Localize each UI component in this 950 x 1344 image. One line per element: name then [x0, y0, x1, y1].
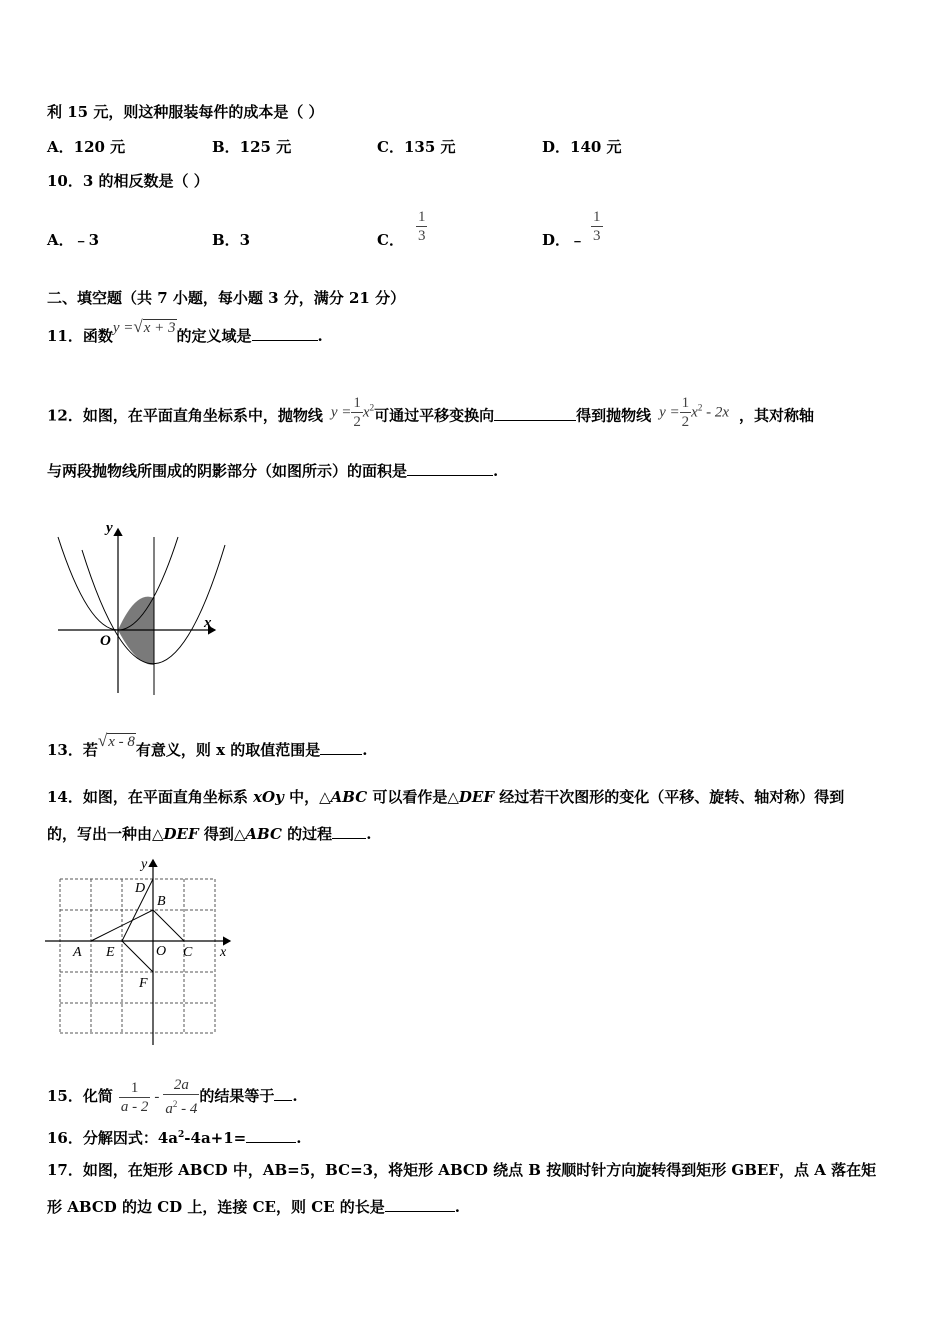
q9-stem-continuation: 利 15 元，则这种服装每件的成本是（ ） [47, 103, 324, 121]
fraction-denominator: a - 2 [120, 1098, 149, 1115]
q12-parabola-graph [50, 515, 230, 700]
q13-prefix: 13．若 [47, 741, 98, 759]
q16-rest: -4a+1= [184, 1129, 247, 1147]
q14-abc-2: ABC [245, 825, 282, 843]
q14-text-c: 可以看作是△ [367, 788, 459, 806]
y-axis-label: y [106, 520, 113, 536]
q15-suffix: 的结果等于 [199, 1087, 275, 1105]
q17-line1: 17．如图，在矩形 ABCD 中，AB=5，BC=3，将矩形 ABCD 绕点 B 按顺时针方向旋转得到矩形 GBEF，点 A 落在矩 [47, 1161, 877, 1179]
q12-mid2: 得到抛物线 [576, 406, 652, 425]
q12-tail-square: 2 [697, 402, 703, 413]
label-y: y [141, 857, 148, 872]
q14-line1 [47, 787, 844, 807]
label-e: E [106, 945, 115, 960]
q12-tail-x: x [691, 404, 698, 421]
q11-prefix: 11．函数 [47, 327, 113, 345]
fraction-numerator: 1 [417, 209, 426, 225]
q16-line [47, 1125, 302, 1148]
label-a: A [73, 945, 82, 960]
q11-line: 11．函数y =√x + 3的定义域是 . [47, 317, 323, 345]
q14-line2-b: 得到△ [198, 825, 246, 843]
label-o: O [156, 944, 167, 959]
q15-fraction-1 [119, 1079, 151, 1116]
fraction-denominator: 2 [353, 414, 361, 430]
q11-formula-y: y = [112, 320, 134, 336]
q13-suffix: 有意义，则 x 的取值范围是 [135, 741, 321, 759]
q15-line [47, 1076, 298, 1118]
q12-line2-end: . [493, 462, 499, 480]
q17-line2-end: . [454, 1198, 461, 1216]
q12-prefix: 12．如图，在平面直角坐标系中，抛物线 [47, 406, 323, 425]
q12-y2: y = [659, 404, 680, 421]
q11-radicand: x + 3 [143, 320, 176, 336]
q12-mid: 可通过平移变换向 [374, 406, 495, 425]
q14-def-2: DEF [163, 825, 199, 843]
q13-end: . [362, 741, 368, 759]
q14-text-d: 经过若干次图形的变化（平移、旋转、轴对称）得到 [494, 788, 845, 806]
q14-line2-a: 的，写出一种由△ [47, 825, 164, 843]
q15-prefix: 15．化简 [47, 1087, 113, 1105]
shaded-region [118, 597, 154, 665]
fraction-numerator: 1 [593, 209, 601, 225]
q12-square: 2 [369, 402, 375, 413]
label-b: B [157, 894, 166, 909]
fraction-denominator: 3 [417, 228, 426, 244]
q17-answer-blank[interactable] [385, 1197, 455, 1212]
q14-line2-end: . [366, 825, 372, 843]
x-axis-label: x [204, 615, 212, 631]
q16-end: . [296, 1129, 302, 1147]
denominator-rest: - 4 [177, 1101, 198, 1117]
q15-fraction-2 [163, 1076, 199, 1118]
q10-option-c-fraction [416, 208, 428, 245]
q10-stem: 10．3 的相反数是（ ） [47, 172, 209, 190]
q15-end: . [292, 1087, 298, 1105]
label-c: C [183, 945, 193, 960]
q12-half-fraction-2 [680, 394, 692, 431]
q14-text-a: 14．如图，在平面直角坐标系 [47, 788, 254, 806]
q10-option-d-fraction [591, 208, 603, 245]
q16-prefix: 16．分解因式：4a [47, 1129, 179, 1147]
fraction-numerator: 1 [681, 395, 690, 411]
q14-line2 [47, 824, 371, 844]
q12-half-fraction [351, 394, 363, 431]
q15-answer-blank[interactable] [274, 1086, 292, 1101]
q11-end: . [317, 327, 323, 345]
q10-option-c-label: C． [377, 231, 404, 249]
denominator-a: a [165, 1101, 173, 1117]
q14-text-b: 中，△ [283, 788, 331, 806]
q14-abc: ABC [330, 788, 368, 806]
denominator-square: 2 [172, 1099, 178, 1109]
q9-option-c: C．135 元 [377, 138, 456, 156]
q16-answer-blank[interactable] [246, 1128, 296, 1143]
q14-def: DEF [458, 788, 495, 806]
q10-option-c [377, 208, 427, 250]
fraction-numerator: 1 [353, 395, 361, 411]
q12-x: x [362, 404, 370, 421]
q11-suffix: 的定义域是 [176, 327, 252, 345]
q10-option-a: A．﹣3 [47, 231, 100, 249]
q12-area-blank[interactable] [407, 461, 493, 476]
q14-xoy: xOy [253, 788, 284, 806]
q16-square: 2 [178, 1130, 185, 1140]
q13-line: 13．若√x - 8有意义，则 x 的取值范围是 . [47, 731, 368, 759]
fraction-numerator: 1 [119, 1079, 151, 1098]
q14-triangle-grid [40, 855, 240, 1050]
label-x: x [220, 945, 227, 960]
q12-line1 [47, 395, 814, 435]
q13-radicand: x - 8 [108, 734, 135, 750]
q12-y1: y = [330, 404, 352, 421]
origin-label: O [100, 633, 111, 649]
q15-minus: - [154, 1089, 160, 1105]
q12-end: ，其对称轴 [738, 406, 814, 425]
q17-line2 [47, 1197, 460, 1217]
triangle-abc [91, 910, 184, 941]
q9-option-b: B．125 元 [212, 138, 292, 156]
q13-answer-blank[interactable] [320, 740, 362, 755]
fraction-denominator: 2 [681, 414, 690, 430]
q14-line2-c: 的过程 [281, 825, 333, 843]
q12-direction-blank[interactable] [494, 406, 576, 421]
q10-option-d [542, 208, 603, 250]
q9-option-a: A．120 元 [47, 138, 126, 156]
label-d: D [135, 881, 146, 896]
fraction-denominator: 3 [593, 228, 601, 244]
fraction-numerator: 2a [163, 1076, 199, 1095]
q12-tail-rest: - 2x [702, 404, 729, 421]
section-heading-fill-in: 二、填空题（共 7 小题，每小题 3 分，满分 21 分） [47, 289, 406, 307]
q11-answer-blank[interactable] [252, 326, 318, 341]
q17-line2-text: 形 ABCD 的边 CD 上，连接 CE，则 CE 的长是 [47, 1198, 385, 1216]
q12-line2 [47, 461, 498, 481]
q9-option-d: D．140 元 [542, 138, 622, 156]
q10-option-b: B．3 [212, 231, 251, 249]
q12-line2-text: 与两段抛物线所围成的阴影部分（如图所示）的面积是 [47, 462, 408, 480]
label-f: F [139, 976, 148, 991]
q10-option-d-label: D．﹣ [542, 231, 586, 249]
q14-answer-blank[interactable] [332, 824, 366, 839]
